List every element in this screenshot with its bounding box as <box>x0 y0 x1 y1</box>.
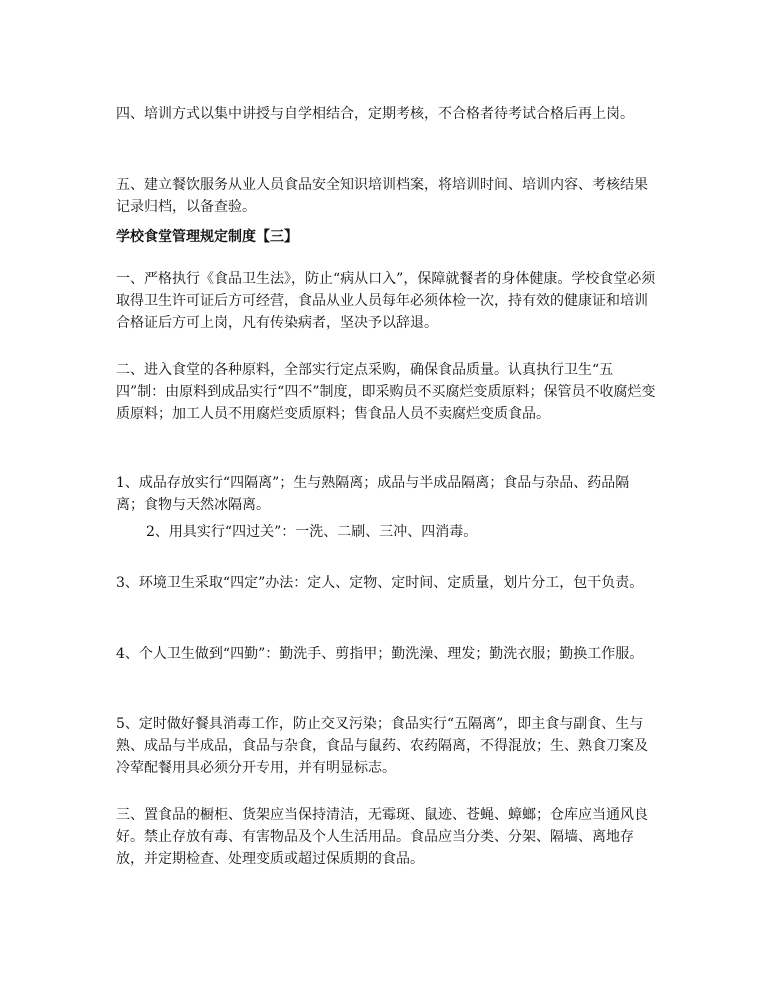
paragraph-disinfection: 5、定时做好餐具消毒工作，防止交叉污染；食品实行“五隔离”，即主食与副食、生与熟、成品与半成品，食品与杂食，食品与鼠药、农药隔离，不得混放；生、熟食刀案及冷荤配餐用具必须分开专用，并有明显标志。 <box>116 716 648 776</box>
paragraph-four-fixed: 3、环境卫生采取“四定”办法：定人、定物、定时间、定质量，划片分工，包干负责。 <box>116 575 644 591</box>
paragraph-food-hygiene-law: 一、严格执行《食品卫生法》，防止“病从口入”，保障就餐者的身体健康。学校食堂必须取得卫生许可证后方可经营，食品从业人员每年必须体检一次，持有效的健康证和培训合格证后方可上岗，凡有传染病者，坚决予以辞退。 <box>116 271 656 331</box>
paragraph-training-records: 五、建立餐饮服务从业人员食品安全知识培训档案，将培训时间、培训内容、考核结果记录归档，以备查验。 <box>116 177 648 215</box>
section-heading: 学校食堂管理规定制度【三】 <box>116 229 298 245</box>
paragraph-four-checks: 2、用具实行“四过关”：一洗、二刷、三冲、四消毒。 <box>146 524 478 540</box>
paragraph-training-method: 四、培训方式以集中讲授与自学相结合，定期考核，不合格者待考试合格后再上岗。 <box>116 106 634 122</box>
paragraph-four-isolations: 1、成品存放实行“四隔离”；生与熟隔离；成品与半成品隔离；食品与杂品、药品隔离；食物与天然冰隔离。 <box>116 475 630 513</box>
paragraph-raw-materials: 二、进入食堂的各种原料，全部实行定点采购，确保食品质量。认真执行卫生“五四”制：由原料到成品实行“四不”制度，即采购员不买腐烂变质原料；保管员不收腐烂变质原料；加工人员不用腐烂变质原料；售食品人员不卖腐烂变质食品。 <box>116 362 656 422</box>
paragraph-four-diligences: 4、个人卫生做到“四勤”：勤洗手、剪指甲；勤洗澡、理发；勤洗衣服；勤换工作服。 <box>116 646 644 662</box>
paragraph-storage: 三、置食品的橱柜、货架应当保持清洁，无霉斑、鼠迹、苍蝇、蟑螂；仓库应当通风良好。禁止存放有毒、有害物品及个人生活用品。食品应当分类、分架、隔墙、离地存放，并定期检查、处理变质或超过保质期的食品。 <box>116 807 648 867</box>
